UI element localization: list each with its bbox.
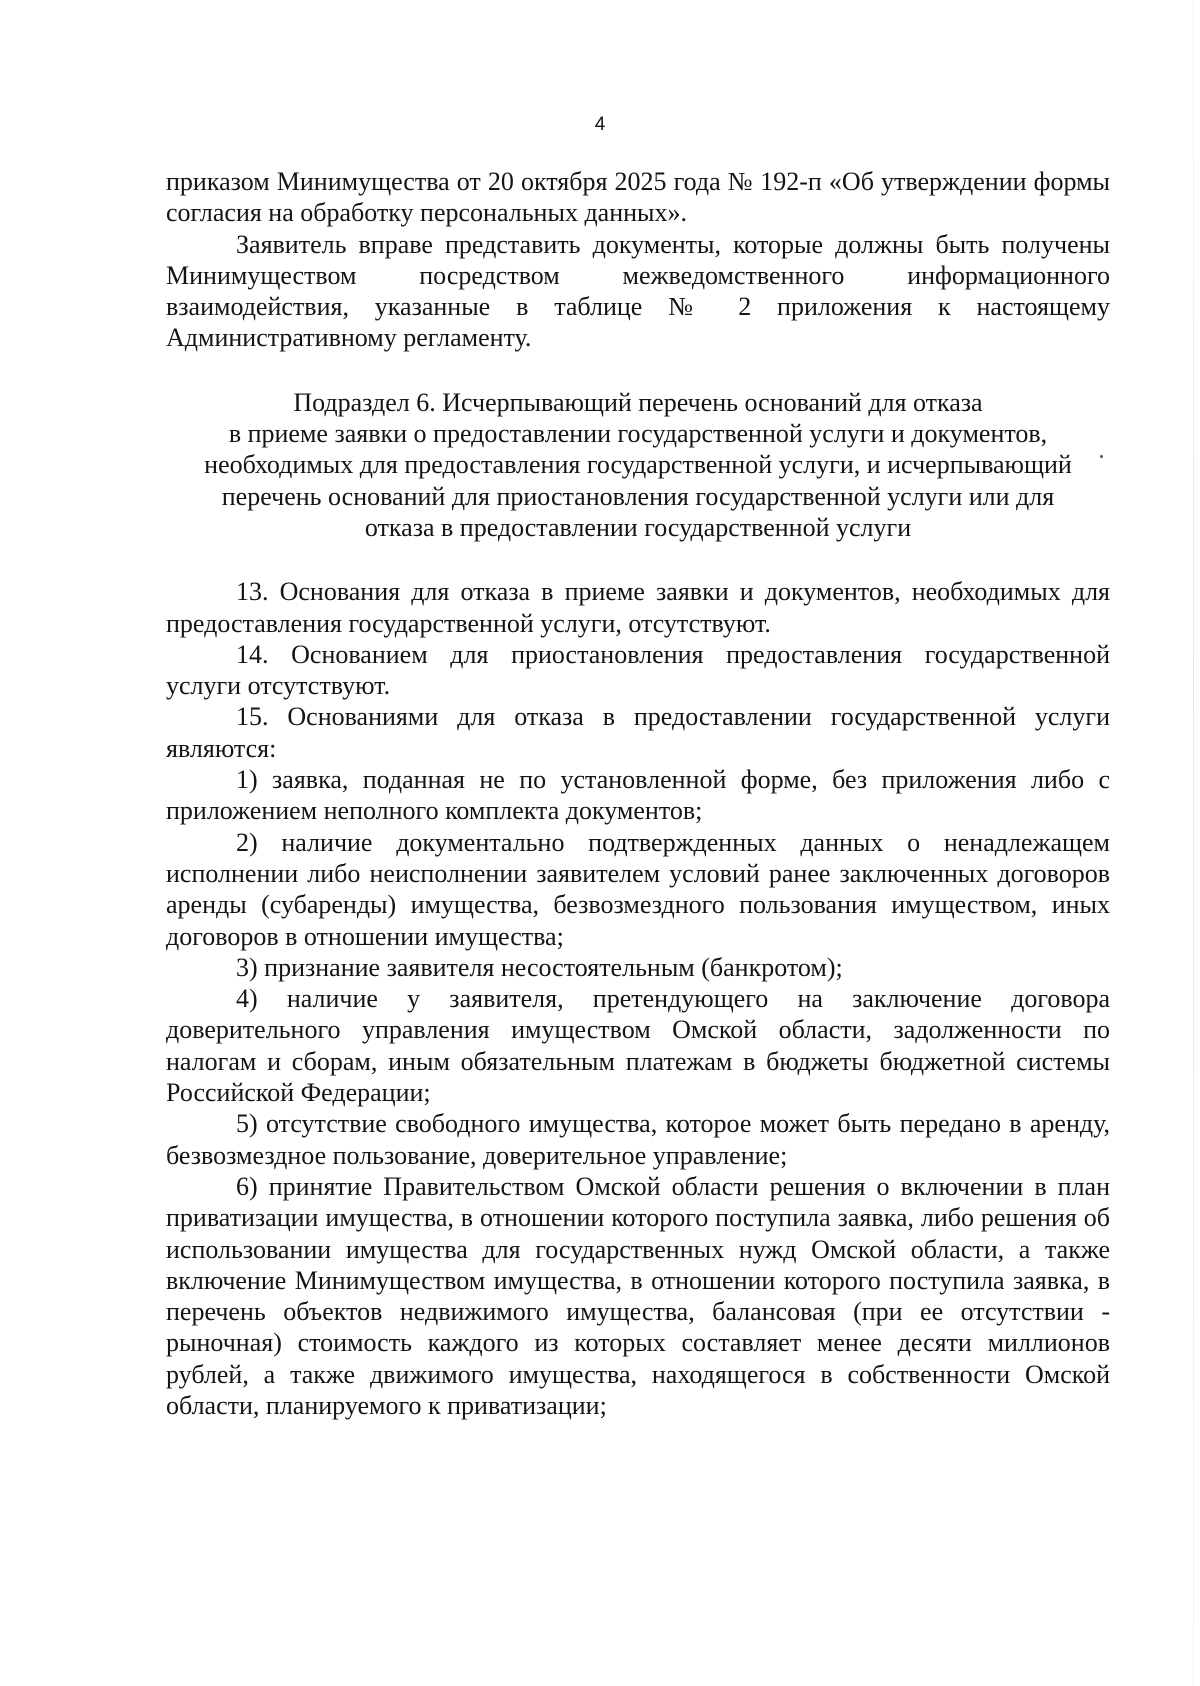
heading-line: в приеме заявки о предоставлении государственной услуги и документов, bbox=[228, 419, 1048, 449]
item-15: 15. Основаниями для отказа в предоставлении государственной услуги являются: bbox=[166, 702, 1110, 763]
item-14: 14. Основанием для приостановления предоставления государственной услуги отсутствуют. bbox=[166, 639, 1110, 701]
page-number: 4 bbox=[594, 114, 606, 135]
subitem-3: 3) признание заявителя несостоятельным (банкротом); bbox=[236, 952, 843, 982]
spacer bbox=[166, 354, 1110, 387]
section-heading bbox=[166, 387, 1110, 543]
paragraph-continuation: приказом Минимущества от 20 октября 2025 года № 192-п «Об утверждении формы согласия на обработку персональных данных». bbox=[166, 167, 1110, 228]
spacer bbox=[166, 543, 1110, 576]
subitem-1: 1) заявка, поданная не по установленной форме, без приложения либо с приложением неполного комплекта документов; bbox=[166, 765, 1110, 826]
heading-line: необходимых для предоставления государственной услуги, и исчерпывающий bbox=[204, 450, 1072, 480]
scan-artifact-dot bbox=[1100, 455, 1103, 458]
item-13: 13. Основания для отказа в приеме заявки и документов, необходимых для предоставления государственной услуги, отсутствуют. bbox=[166, 577, 1110, 638]
heading-line: Подраздел 6. Исчерпывающий перечень оснований для отказа bbox=[293, 387, 983, 417]
document-body bbox=[166, 166, 1110, 1421]
scan-edge-line bbox=[1193, 0, 1194, 1686]
subitem-6: 6) принятие Правительством Омской области решения о включении в план приватизации имущества, в отношении которого поступила заявка, либо решения об использовании имущества для государственных нужд Омской области, а также включение Минимуществом имущества, в отношении которого поступила заявка, в перечень объектов недвижимого имущества, балансовая (при ее отсутствии - рыночная) стоимость каждого из которых составляет менее десяти миллионов рублей, а также движимого имущества, находящегося в собственности Омской области, планируемого к приватизации; bbox=[166, 1171, 1110, 1420]
subitem-4: 4) наличие у заявителя, претендующего на заключение договора доверительного управления имуществом Омской области, задолженности по налогам и сборам, иным обязательным платежам в бюджеты бюджетной системы Российской Федерации; bbox=[166, 984, 1110, 1108]
subitem-5: 5) отсутствие свободного имущества, которое может быть передано в аренду, безвозмездное пользование, доверительное управление; bbox=[166, 1109, 1110, 1170]
subitem-2: 2) наличие документально подтвержденных данных о ненадлежащем исполнении либо неисполнении заявителем условий ранее заключенных договоров аренды (субаренды) имущества, безвозмездного пользования имуществом, иных договоров в отношении имущества; bbox=[166, 827, 1110, 951]
heading-line: отказа в предоставлении государственной услуги bbox=[364, 512, 912, 542]
heading-line: перечень оснований для приостановления государственной услуги или для bbox=[221, 481, 1055, 511]
paragraph-applicant-rights: Заявитель вправе представить документы, которые должны быть получены Минимуществом посредством межведомственного информационного взаимодействия, указанные в таблице № 2 приложения к настоящему Административному регламенту. bbox=[166, 229, 1110, 353]
